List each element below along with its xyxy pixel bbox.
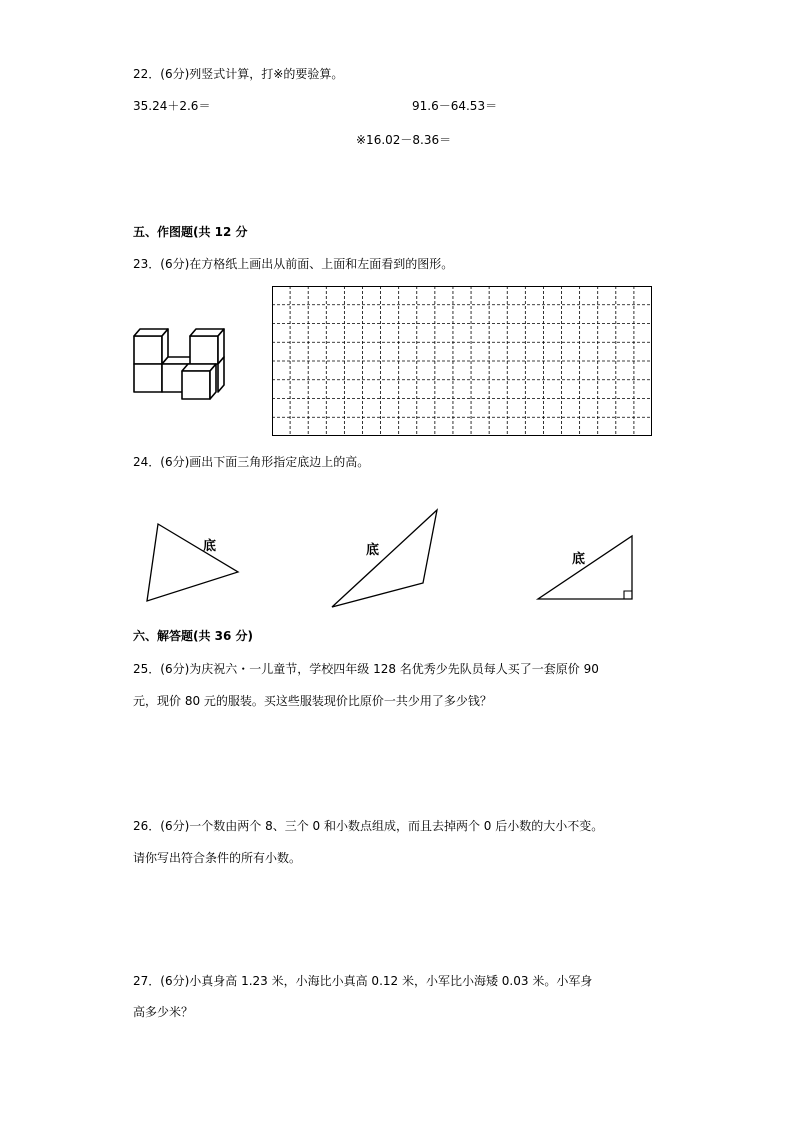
triangle-2 — [325, 505, 450, 615]
triangle-1-base-label: 底 — [203, 539, 217, 554]
triangle-2-base-label: 底 — [366, 543, 380, 558]
q27-line-2: 高多少米？ — [133, 1005, 194, 1019]
q22-expr-1: 35.24＋2.6＝ — [133, 99, 211, 113]
triangle-1 — [140, 520, 250, 610]
q22-expr-3: ※16.02－8.36＝ — [356, 133, 452, 147]
section-5-title: 五、作图题(共 12 分 — [133, 225, 248, 239]
q22-expr-2: 91.6－64.53＝ — [412, 99, 498, 113]
q26-line-2: 请你写出符合条件的所有小数。 — [133, 851, 302, 865]
q23-title: 23．(6分)在方格纸上画出从前面、上面和左面看到的图形。 — [133, 257, 454, 271]
q27-line-1: 27．(6分)小真身高 1.23 米，小海比小真高 0.12 米，小军比小海矮 0.03 米。小军身 — [133, 974, 593, 988]
cubes-figure — [126, 318, 236, 408]
q24-title: 24．(6分)画出下面三角形指定底边上的高。 — [133, 455, 370, 469]
q22-title: 22．(6分)列竖式计算，打※的要验算。 — [133, 67, 344, 81]
grid-paper[interactable] — [272, 286, 652, 436]
triangle-3-base-label: 底 — [572, 552, 586, 567]
q25-line-1: 25．(6分)为庆祝六・一儿童节，学校四年级 128 名优秀少先队员每人买了一套原价 90 — [133, 662, 599, 676]
q25-line-2: 元，现价 80 元的服装。买这些服装现价比原价一共少用了多少钱？ — [133, 694, 492, 708]
q26-line-1: 26．(6分)一个数由两个 8、三个 0 和小数点组成，而且去掉两个 0 后小数的大小不变。 — [133, 819, 604, 833]
section-6-title: 六、解答题(共 36 分) — [133, 629, 254, 643]
triangle-3 — [533, 530, 638, 605]
